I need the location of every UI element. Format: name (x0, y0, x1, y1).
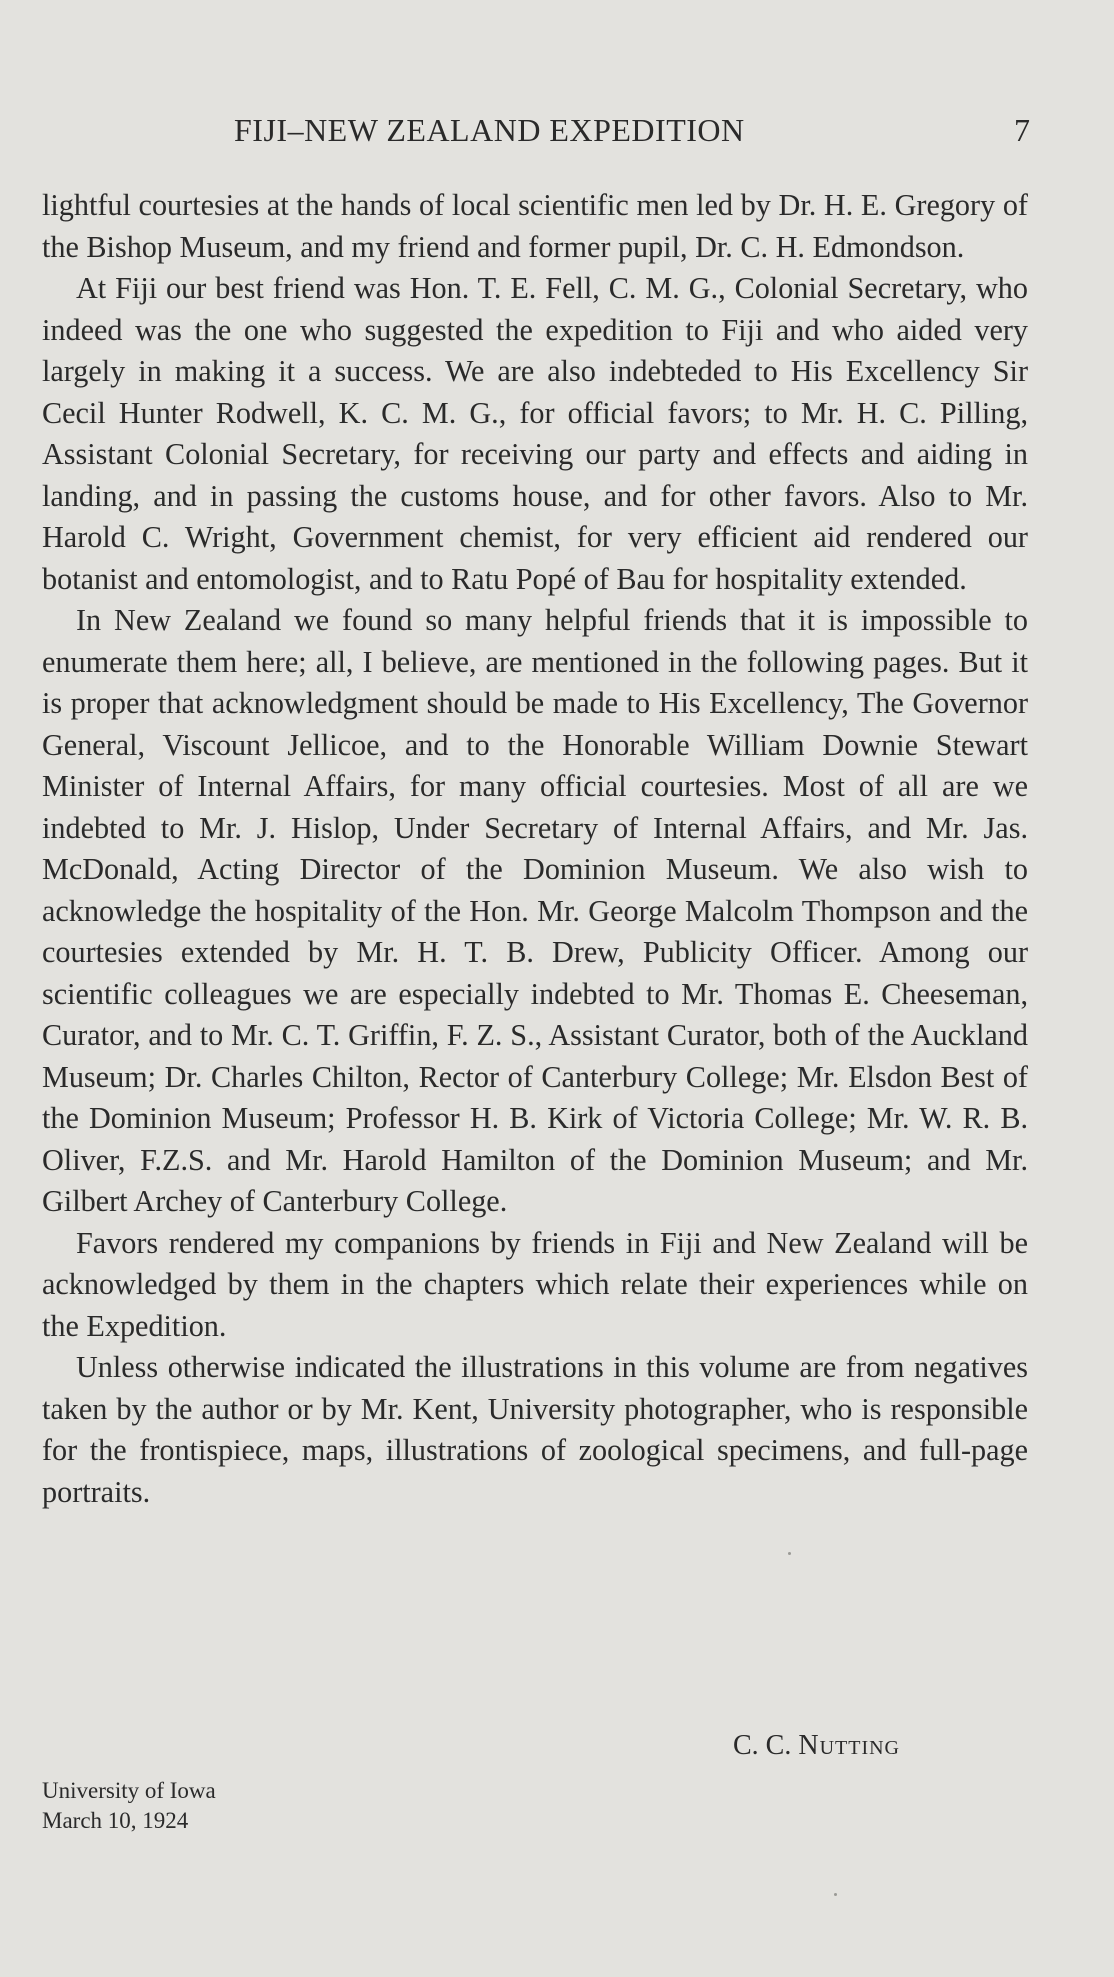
paragraph-illustrations: Unless otherwise indicated the illustrations in this volume are from negatives taken by the author or by Mr. Kent, University photographer, who is responsible for the frontispiece, maps, illustrations of zoological specimens, and full-page portraits. (42, 1350, 1028, 1509)
paragraph-continued: lightful courtesies at the hands of local scientific men led by Dr. H. E. Gregory of the Bishop Museum, and my friend and former pupil, Dr. C. H. Edmondson. (42, 188, 1028, 264)
signature-initials: C. C. (733, 1730, 792, 1761)
signature-surname: Nutting (798, 1730, 901, 1761)
paragraph-companions: Favors rendered my companions by friends in Fiji and New Zealand will be acknowledged by them in the chapters which relate their experiences while on the Expedition. (42, 1225, 1028, 1343)
paper-speck (834, 1893, 837, 1896)
paragraph-new-zealand: In New Zealand we found so many helpful friends that it is impossible to enumerate them here; all, I believe, are mentioned in the following pages. But it is proper that acknowledgment should be made to His Excellency, The Governor General, Viscount Jellicoe, and to the Honorable William Downie Stewart Minister of Internal Affairs, for many official courtesies. Most of all are we indebted to Mr. J. Hislop, Under Secretary of Internal Affairs, and Mr. Jas. McDonald, Acting Director of the Dominion Museum. We also wish to acknowledge the hospitality of the Hon. Mr. George Malcolm Thompson and the courtesies extended by Mr. H. T. B. Drew, Publicity Officer. Among our scientific colleagues we are especially indebted to Mr. Thomas E. Cheeseman, Curator, and to Mr. C. T. Griffin, F. Z. S., Assistant Curator, both of the Auckland Museum; Dr. Charles Chilton, Rector of Canterbury College; Mr. Elsdon Best of the Dominion Museum; Professor H. B. Kirk of Victoria College; Mr. W. R. B. Oliver, F.Z.S. and Mr. Harold Hamilton of the Dominion Museum; and Mr. Gilbert Archey of Canterbury College. (42, 603, 1028, 1218)
running-head-title: FIJI–NEW ZEALAND EXPEDITION (234, 112, 745, 148)
running-head (0, 112, 1114, 162)
author-signature (733, 1730, 900, 1762)
dateline (42, 1776, 216, 1836)
dateline-date: March 10, 1924 (42, 1808, 189, 1833)
dateline-place: University of Iowa (42, 1778, 216, 1803)
page-number: 7 (1014, 112, 1030, 148)
paper-speck (788, 1552, 791, 1555)
paragraph-fiji: At Fiji our best friend was Hon. T. E. Fell, C. M. G., Colonial Secretary, who indeed was the one who suggested the expedition to Fiji and who aided very largely in making it a success. We are also indebteded to His Excellency Sir Cecil Hunter Rodwell, K. C. M. G., for official favors; to Mr. H. C. Pilling, Assistant Colonial Secretary, for receiving our party and effects and aiding in landing, and in passing the customs house, and for other favors. Also to Mr. Harold C. Wright, Government chemist, for very efficient aid rendered our botanist and entomologist, and to Ratu Popé of Bau for hospitality extended. (42, 271, 1028, 596)
body-text (42, 185, 1028, 1513)
